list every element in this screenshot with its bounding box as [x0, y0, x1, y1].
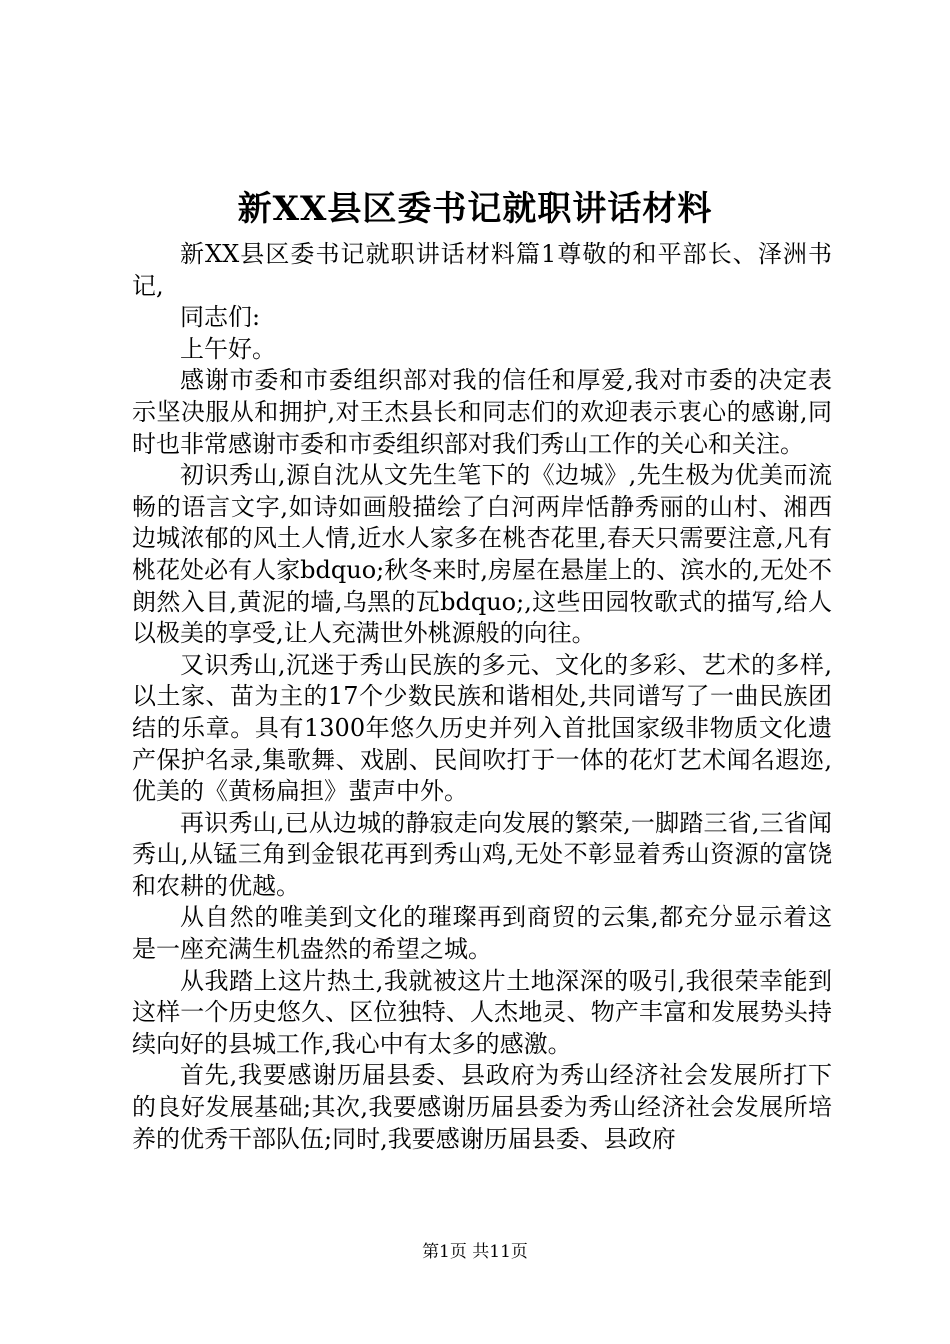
paragraph: 感谢市委和市委组织部对我的信任和厚爱,我对市委的决定表示坚决服从和拥护,对王杰县长和同志们的欢迎表示衷心的感谢,同时也非常感谢市委和市委组织部对我们秀山工作的关心和关注。	[132, 366, 832, 458]
paragraph: 初识秀山,源自沈从文先生笔下的《边城》,先生极为优美而流畅的语言文字,如诗如画般描绘了白河两岸恬静秀丽的山村、湘西边城浓郁的风土人情,近水人家多在桃杏花里,春天只需要注意,凡有桃花处必有人家bdquo;秋冬来时,房屋在悬崖上的、滨水的,无处不朗然入目,黄泥的墙,乌黑的瓦bdquo;,这些田园牧歌式的描写,给人以极美的享受,让人充满世外桃源般的向往。	[132, 461, 832, 648]
paragraph: 从自然的唯美到文化的璀璨再到商贸的云集,都充分显示着这是一座充满生机盎然的希望之城。	[132, 903, 832, 964]
document-body	[132, 239, 832, 1155]
paragraph: 新XX县区委书记就职讲话材料篇1尊敬的和平部长、泽洲书记,	[132, 240, 832, 300]
page-footer: 第1页 共11页	[422, 1242, 528, 1262]
document-title: 新XX县区委书记就职讲话材料	[237, 189, 713, 229]
paragraph: 从我踏上这片热土,我就被这片土地深深的吸引,我很荣幸能到这样一个历史悠久、区位独特、人杰地灵、物产丰富和发展势头持续向好的县城工作,我心中有太多的感激。	[132, 966, 832, 1058]
paragraph: 同志们:	[180, 303, 261, 332]
paragraph: 又识秀山,沉迷于秀山民族的多元、文化的多彩、艺术的多样,以土家、苗为主的17个少数民族和谐相处,共同谱写了一曲民族团结的乐章。具有1300年悠久历史并列入首批国家级非物质文化遗产保护名录,集歌舞、戏剧、民间吹打于一体的花灯艺术闻名遐迩,优美的《黄杨扁担》蜚声中外。	[132, 650, 832, 806]
paragraph: 上午好。	[180, 334, 276, 363]
paragraph: 首先,我要感谢历届县委、县政府为秀山经济社会发展所打下的良好发展基础;其次,我要感谢历届县委为秀山经济社会发展所培养的优秀干部队伍;同时,我要感谢历届县委、县政府	[132, 1061, 832, 1153]
paragraph: 再识秀山,已从边城的静寂走向发展的繁荣,一脚踏三省,三省闻秀山,从锰三角到金银花再到秀山鸡,无处不彰显着秀山资源的富饶和农耕的优越。	[132, 808, 832, 900]
